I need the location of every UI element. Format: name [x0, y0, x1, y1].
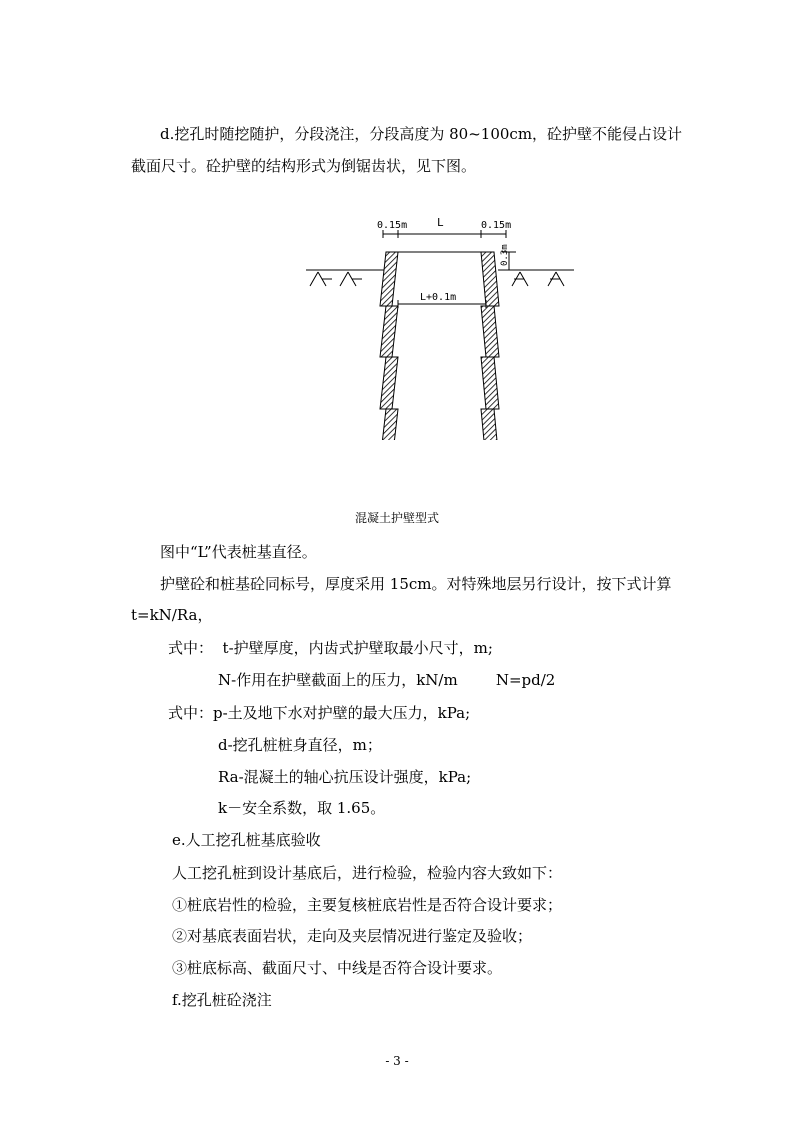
calc-line2: t=kN/Ra， — [131, 606, 213, 624]
label-left-width: 0.15m — [377, 220, 408, 231]
label-right-width: 0.15m — [481, 220, 512, 231]
left-wall — [380, 252, 398, 440]
n-definition: N-作用在护壁截面上的压力，kN/m N=pd/2 — [218, 671, 556, 689]
k-definition: k－安全系数，取 1.65。 — [218, 799, 386, 817]
section-e-intro: 人工挖孔桩到设计基底后，进行检验，检验内容大致如下： — [172, 864, 563, 882]
calc-line1: 护壁砼和桩基砼同标号，厚度采用 15cm。对特殊地层另行设计，按下式计算 — [160, 575, 672, 593]
section-f-title: f.挖孔桩砼浇注 — [172, 991, 272, 1009]
figure-caption: 混凝土护壁型式 — [354, 511, 439, 525]
section-e-title: e.人工挖孔桩基底验收 — [172, 831, 321, 849]
label-height: 0.3m — [500, 244, 510, 266]
check-item-1: ①桩底岩性的检验，主要复核桩底岩性是否符合设计要求； — [172, 896, 563, 914]
where-line1: 式中： t-护壁厚度，内齿式护壁取最小尺寸，m; — [168, 639, 493, 657]
where-line2: 式中：p-土及地下水对护壁的最大压力，kPa; — [168, 704, 471, 722]
l-note: 图中“L”代表桩基直径。 — [160, 543, 317, 561]
check-item-3: ③桩底标高、截面尺寸、中线是否符合设计要求。 — [172, 959, 503, 977]
d-definition: d-挖孔桩桩身直径，m； — [218, 736, 382, 754]
ra-definition: Ra-混凝土的轴心抗压设计强度，kPa; — [218, 768, 472, 786]
label-l-plus: L+0.1m — [420, 292, 457, 303]
paragraph-d-line2: 截面尺寸。砼护壁的结构形式为倒锯齿状，见下图。 — [131, 157, 477, 175]
top-dimension-line — [383, 230, 506, 238]
check-item-2: ②对基底表面岩状，走向及夹层情况进行鉴定及验收； — [172, 927, 533, 945]
ground-surface — [306, 270, 574, 286]
pile-retaining-wall-diagram — [0, 200, 794, 440]
page-number: - 3 - — [385, 1054, 409, 1068]
paragraph-d-line1: d.挖孔时随挖随护，分段浇注，分段高度为 80~100cm，砼护壁不能侵占设计 — [160, 125, 683, 143]
right-wall — [481, 252, 499, 440]
label-l: L — [437, 216, 444, 229]
